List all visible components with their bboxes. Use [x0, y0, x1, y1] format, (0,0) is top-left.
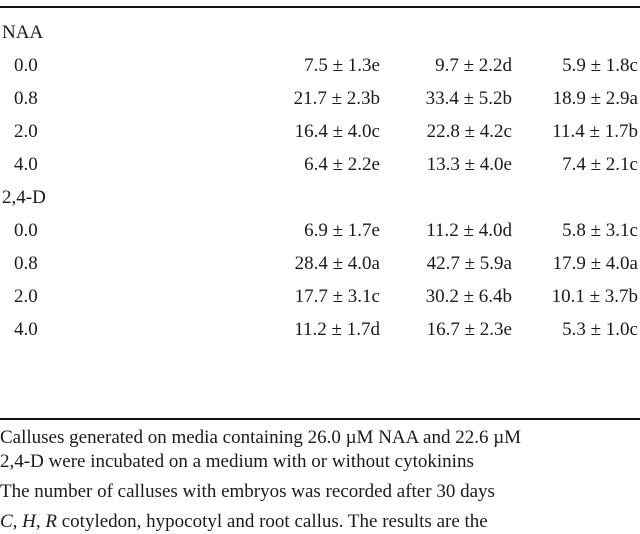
value-cell-h: 42.7 ± 5.9a [426, 253, 512, 274]
footnote-abbreviations: C, H, R [0, 511, 57, 532]
concentration-cell: 4.0 [14, 319, 38, 340]
value-cell-h: 22.8 ± 4.2c [426, 121, 512, 142]
group-label: NAA [2, 22, 44, 43]
concentration-cell: 4.0 [14, 154, 38, 175]
value-cell-h: 30.2 ± 6.4b [425, 286, 512, 307]
value-cell-c: 11.2 ± 1.7d [294, 319, 380, 340]
value-cell-r: 5.8 ± 3.1c [562, 220, 638, 241]
value-cell-c: 6.9 ± 1.7e [304, 220, 380, 241]
value-cell-r: 7.4 ± 2.1c [562, 154, 638, 175]
value-cell-r: 5.3 ± 1.0c [562, 319, 638, 340]
concentration-cell: 0.0 [14, 55, 38, 76]
footnote-line [0, 510, 640, 534]
table-row [0, 280, 640, 313]
value-cell-r: 17.9 ± 4.0a [552, 253, 638, 274]
value-cell-h: 16.7 ± 2.3e [426, 319, 512, 340]
group-header-24d [0, 181, 640, 214]
table-row [0, 115, 640, 148]
value-cell-r: 18.9 ± 2.9a [552, 88, 638, 109]
value-cell-h: 11.2 ± 4.0d [426, 220, 512, 241]
footnote-line: The number of calluses with embryos was recorded after 30 days [0, 481, 495, 502]
value-cell-h: 13.3 ± 4.0e [426, 154, 512, 175]
table-row [0, 82, 640, 115]
footnote-line: Calluses generated on media containing 26.0 µM NAA and 22.6 µM [0, 427, 522, 448]
group-header-naa [0, 16, 640, 49]
concentration-cell: 0.8 [14, 253, 38, 274]
value-cell-c: 7.5 ± 1.3e [304, 55, 380, 76]
table-row [0, 214, 640, 247]
concentration-cell: 0.0 [14, 220, 38, 241]
footnote-text: cotyledon, hypocotyl and root callus. The results are the [57, 511, 488, 532]
value-cell-c: 6.4 ± 2.2e [304, 154, 380, 175]
value-cell-c: 21.7 ± 2.3b [293, 88, 380, 109]
table-bottom-rule [0, 418, 640, 420]
table-row [0, 148, 640, 181]
group-label: 2,4-D [2, 187, 46, 208]
value-cell-r: 5.9 ± 1.8c [562, 55, 638, 76]
value-cell-h: 33.4 ± 5.2b [425, 88, 512, 109]
concentration-cell: 2.0 [14, 286, 38, 307]
table-row [0, 247, 640, 280]
value-cell-c: 28.4 ± 4.0a [294, 253, 380, 274]
table-footnotes [0, 426, 640, 534]
concentration-cell: 0.8 [14, 88, 38, 109]
value-cell-r: 10.1 ± 3.7b [551, 286, 638, 307]
value-cell-r: 11.4 ± 1.7b [552, 121, 638, 142]
value-cell-c: 16.4 ± 4.0c [294, 121, 380, 142]
results-table [0, 16, 640, 346]
table-row [0, 313, 640, 346]
value-cell-c: 17.7 ± 3.1c [294, 286, 380, 307]
table-top-rule [0, 6, 640, 8]
concentration-cell: 2.0 [14, 121, 38, 142]
table-row [0, 49, 640, 82]
value-cell-h: 9.7 ± 2.2d [435, 55, 512, 76]
footnote-line: 2,4-D were incubated on a medium with or without cytokinins [0, 451, 474, 472]
